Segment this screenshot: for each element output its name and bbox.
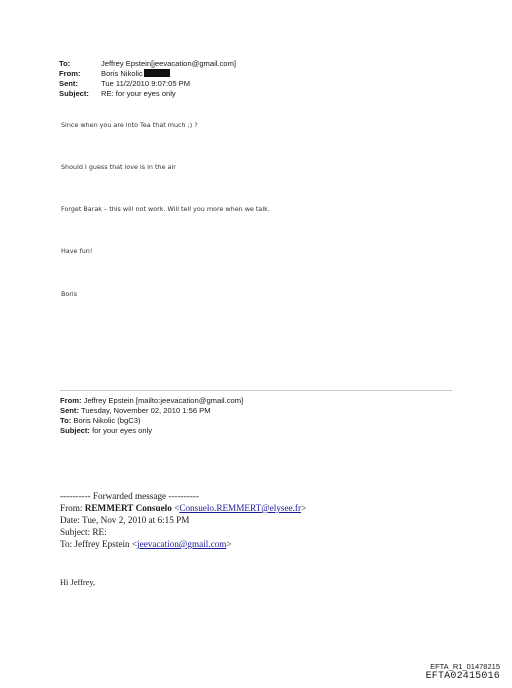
sent-row	[59, 79, 236, 89]
orig-from-value: Jeffrey Epstein [mailto:jeevacation@gmail.com]	[83, 396, 244, 405]
doc-id-primary: EFTA_R1_01478215	[430, 662, 500, 671]
orig-subject-value: for your eyes only	[92, 426, 153, 435]
orig-to-row	[60, 416, 243, 426]
orig-to-value: Boris Nikolic (bgC3)	[73, 416, 141, 425]
fwd-to-row	[60, 538, 306, 550]
from-value: Boris Nikolic	[101, 69, 143, 78]
reply-line-4: Have fun!	[61, 247, 93, 255]
greeting: Hi Jeffrey,	[60, 578, 96, 587]
doc-id-secondary: EFTA02415016	[425, 671, 500, 682]
fwd-subject-row: Subject: RE:	[60, 527, 107, 537]
fwd-from-row	[60, 502, 306, 514]
to-row	[59, 59, 236, 69]
forwarded-divider: ---------- Forwarded message ----------	[60, 491, 200, 501]
subject-value: RE: for your eyes only	[101, 89, 176, 98]
message-separator	[60, 390, 452, 391]
orig-sent-label: Sent:	[60, 406, 79, 415]
reply-line-1: Since when you are into Tea that much ;) ?	[61, 121, 198, 129]
fwd-to-email-link[interactable]: jeevacation@gmail.com	[137, 539, 227, 549]
reply-signature: Boris	[61, 290, 78, 298]
fwd-to-close: >	[226, 539, 232, 549]
orig-from-row	[60, 396, 243, 406]
reply-line-3: Forget Barak – this will not work. Will tell you more when we talk.	[61, 205, 270, 213]
original-email-header	[60, 396, 243, 436]
orig-subject-row	[60, 426, 243, 436]
orig-sent-value: Tuesday, November 02, 2010 1:56 PM	[80, 406, 211, 415]
subject-label: Subject:	[59, 89, 89, 98]
orig-subject-label: Subject:	[60, 426, 90, 435]
fwd-to-prefix: To: Jeffrey Epstein <	[60, 539, 138, 549]
sent-value: Tue 11/2/2010 9:07:05 PM	[101, 79, 191, 88]
fwd-from-name: REMMERT Consuelo	[84, 503, 172, 513]
fwd-from-prefix: From:	[60, 503, 85, 513]
fwd-from-email-link[interactable]: Consuelo.REMMERT@elysee.fr	[179, 503, 302, 513]
reply-email-header	[59, 59, 236, 99]
orig-to-label: To:	[60, 416, 72, 425]
fwd-email-open: <	[171, 503, 180, 513]
from-label: From:	[59, 69, 81, 78]
from-row	[59, 69, 236, 79]
subject-row	[59, 89, 236, 99]
document-ids	[426, 662, 500, 683]
reply-line-2: Should I guess that love is in the air	[61, 163, 176, 171]
fwd-date-row: Date: Tue, Nov 2, 2010 at 6:15 PM	[60, 515, 190, 525]
orig-sent-row	[60, 406, 243, 416]
sent-label: Sent:	[59, 79, 78, 88]
redaction-box	[144, 69, 170, 77]
orig-from-label: From:	[60, 396, 82, 405]
to-value: Jeffrey Epstein[jeevacation@gmail.com]	[101, 59, 237, 68]
to-label: To:	[59, 59, 71, 68]
fwd-email-close: >	[301, 503, 307, 513]
forwarded-message	[60, 490, 306, 550]
